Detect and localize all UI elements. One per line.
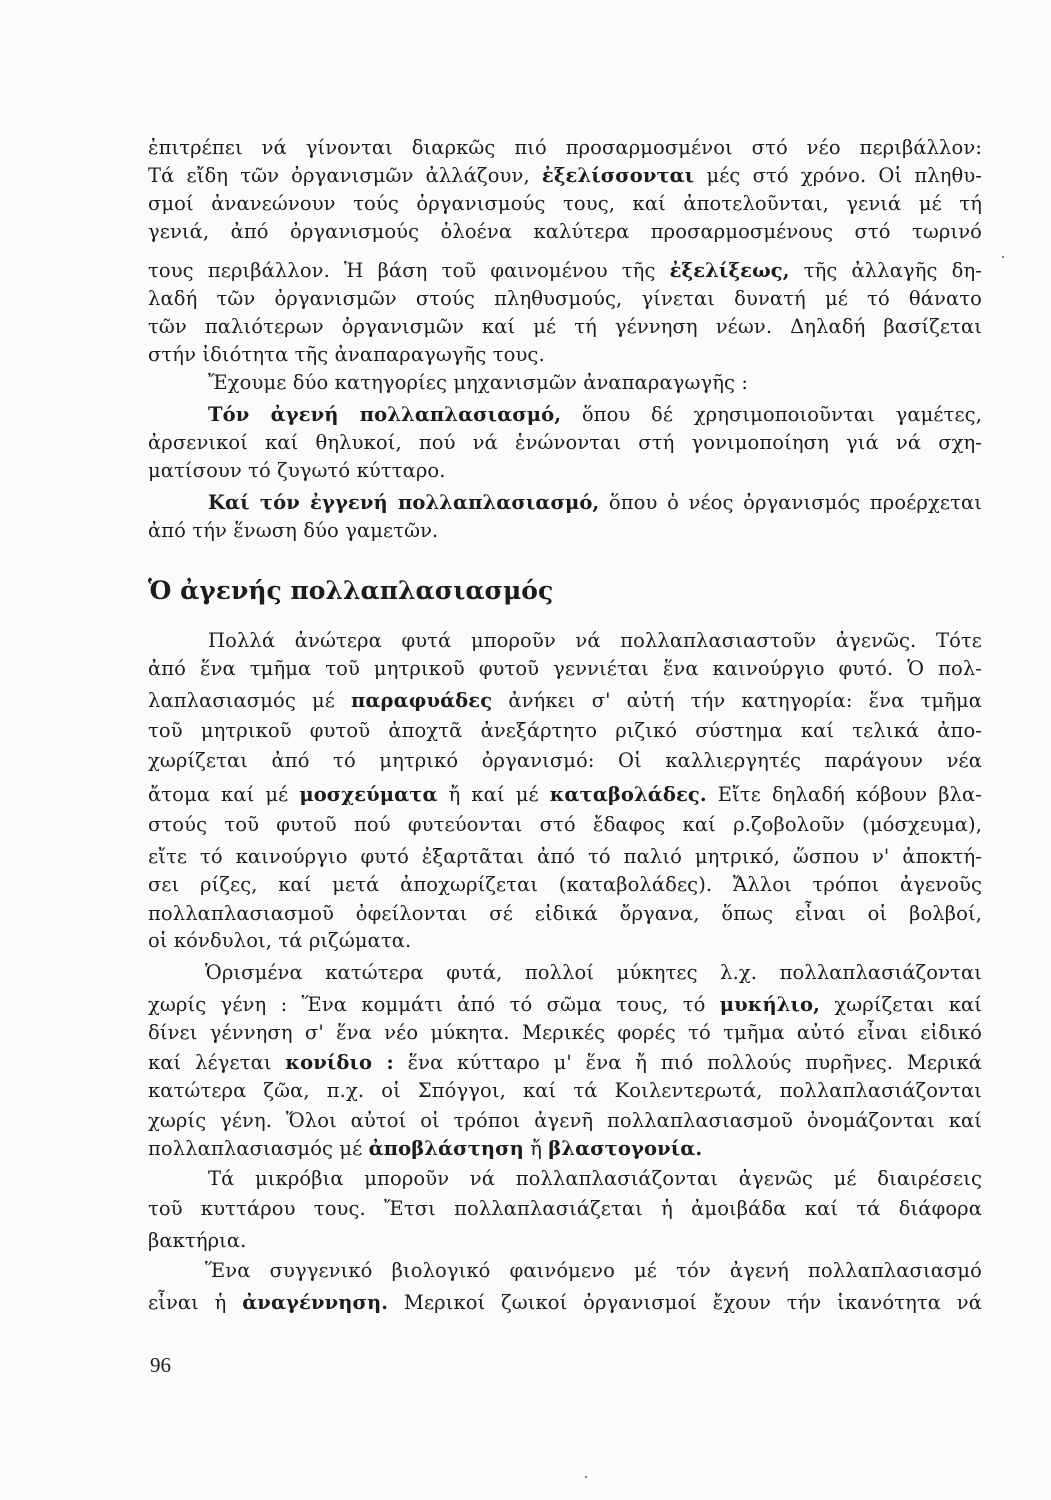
scan-speck xyxy=(1002,256,1004,258)
bold-term: Καί τόν ἐγγενή πολλαπλασιασμό, xyxy=(208,491,600,514)
bold-term: Τόν ἀγενή πολλαπλασιασμό, xyxy=(208,403,562,426)
text-line: δίνει γέννηση σ' ἕνα νέο μύκητα. Μερικές φορές τό τμῆμα αὐτό εἶναι εἰδικό xyxy=(148,1021,982,1044)
text-line: Ἕνα συγγενικό βιολογικό φαινόμενο μέ τόν ἀγενή πολλαπλασιασμό xyxy=(205,1259,982,1282)
bold-term: ἀποβλάστηση xyxy=(368,1137,524,1160)
text-line: εἶναι ἡ ἀναγέννηση. Μερικοί ζωικοί ὀργανισμοί ἔχουν τήν ἱκανότητα νά xyxy=(148,1291,983,1314)
text-line: τοῦ μητρικοῦ φυτοῦ ἀποχτᾶ ἀνεξάρτητο ριζικό σύστημα καί τελικά ἀπο- xyxy=(148,719,982,742)
bold-term: ἐξελίξεως, xyxy=(669,259,790,282)
bold-term: ἐξελίσσονται xyxy=(541,164,695,187)
text-line: Πολλά ἀνώτερα φυτά μποροῦν νά πολλαπλασιαστοῦν ἀγενῶς. Τότε xyxy=(208,629,982,652)
section-heading: Ὁ ἀγενής πολλαπλασιασμός xyxy=(148,576,554,605)
text-line: λαπλασιασμός μέ παραφυάδες ἀνήκει σ' αὐτή τήν κατηγορία: ἕνα τμῆμα xyxy=(148,689,982,712)
scan-speck xyxy=(585,1476,587,1478)
text-line: καί λέγεται κονίδιο : ἕνα κύτταρο μ' ἕνα ἤ πιό πολλούς πυρῆνες. Μερικά xyxy=(148,1051,982,1074)
text-line: Τά εἴδη τῶν ὀργανισμῶν ἀλλάζουν, ἐξελίσσονται μές στό χρόνο. Οἱ πληθυ- xyxy=(148,164,982,187)
text-line: χωρίς γένη. Ὅλοι αὐτοί οἱ τρόποι ἀγενῆ πολλαπλασιασμοῦ ὀνομάζονται καί xyxy=(148,1109,982,1132)
text-line: χωρίς γένη : Ἕνα κομμάτι ἀπό τό σῶμα τους, τό μυκήλιο, χωρίζεται καί xyxy=(148,993,982,1016)
text-line: ἐπιτρέπει νά γίνονται διαρκῶς πιό προσαρμοσμένοι στό νέο περιβάλλον: xyxy=(148,136,982,159)
text-line: Ἔχουμε δύο κατηγορίες μηχανισμῶν ἀναπαραγωγῆς : xyxy=(208,371,748,394)
text-line: γενιά, ἀπό ὀργανισμούς ὁλοένα καλύτερα προσαρμοσμένους στό τωρινό xyxy=(148,220,982,243)
text-line: βακτήρια. xyxy=(148,1229,247,1252)
text-line: τοῦ κυττάρου τους. Ἔτσι πολλαπλασιάζεται ἡ ἀμοιβάδα καί τά διάφορα xyxy=(148,1197,982,1220)
text-line: σμοί ἀνανεώνουν τούς ὀργανισμούς τους, καί ἀποτελοῦνται, γενιά μέ τή xyxy=(148,192,982,215)
text-line: ματίσουν τό ζυγωτό κύτταρο. xyxy=(148,459,446,482)
bold-term: μοσχεύματα xyxy=(299,783,438,806)
text-line: ἄτομα καί μέ μοσχεύματα ἤ καί μέ καταβολάδες. Εἴτε δηλαδή κόβουν βλα- xyxy=(148,783,982,806)
bold-term: ἀναγέννηση. xyxy=(242,1291,389,1314)
text-line: σει ρίζες, καί μετά ἀποχωρίζεται (καταβολάδες). Ἄλλοι τρόποι ἀγενοῦς xyxy=(148,873,982,896)
text-line: λαδή τῶν ὀργανισμῶν στούς πληθυσμούς, γίνεται δυνατή μέ τό θάνατο xyxy=(148,287,982,310)
text-line: πολλαπλασιασμοῦ ὀφείλονται σέ εἰδικά ὄργανα, ὅπως εἶναι οἱ βολβοί, xyxy=(148,902,982,925)
bold-term: κονίδιο : xyxy=(285,1051,394,1074)
bold-term: βλαστογονία. xyxy=(548,1137,703,1160)
text-line: Τόν ἀγενή πολλαπλασιασμό, ὅπου δέ χρησιμοποιοῦνται γαμέτες, xyxy=(208,403,982,426)
text-line: Καί τόν ἐγγενή πολλαπλασιασμό, ὅπου ὁ νέος ὀργανισμός προέρχεται xyxy=(208,491,983,514)
text-line: πολλαπλασιασμός μέ ἀποβλάστηση ἤ βλαστογονία. xyxy=(148,1137,703,1160)
text-line: ἀπό ἕνα τμῆμα τοῦ μητρικοῦ φυτοῦ γεννιέται ἕνα καινούργιο φυτό. Ὁ πολ- xyxy=(148,657,982,680)
text-line: ἀρσενικοί καί θηλυκοί, πού νά ἑνώνονται στή γονιμοποίηση γιά νά σχη- xyxy=(148,431,982,454)
page-number: 96 xyxy=(150,1353,171,1377)
bold-term: μυκήλιο, xyxy=(719,993,821,1016)
text-line: Τά μικρόβια μποροῦν νά πολλαπλασιάζονται ἀγενῶς μέ διαιρέσεις xyxy=(208,1167,982,1190)
text-line: χωρίζεται ἀπό τό μητρικό ὀργανισμό: Οἱ καλλιεργητές παράγουν νέα xyxy=(148,749,982,772)
text-line: εἴτε τό καινούργιο φυτό ἐξαρτᾶται ἀπό τό παλιό μητρικό, ὥσπου ν' ἀποκτή- xyxy=(148,845,982,868)
text-line: στούς τοῦ φυτοῦ πού φυτεύονται στό ἔδαφος καί ρ.ζοβολοῦν (μόσχευμα), xyxy=(148,813,982,836)
text-line: οἱ κόνδυλοι, τά ριζώματα. xyxy=(148,929,412,952)
text-line: ἀπό τήν ἕνωση δύο γαμετῶν. xyxy=(148,519,439,542)
bold-term: παραφυάδες xyxy=(351,689,493,712)
bold-term: καταβολάδες. xyxy=(549,783,707,806)
text-line: τους περιβάλλον. Ἡ βάση τοῦ φαινομένου τῆς ἐξελίξεως, τῆς ἀλλαγῆς δη- xyxy=(148,259,982,282)
text-line: κατώτερα ζῶα, π.χ. οἱ Σπόγγοι, καί τά Κοιλεντερωτά, πολλαπλασιάζονται xyxy=(148,1079,982,1102)
text-line: στήν ἰδιότητα τῆς ἀναπαραγωγῆς τους. xyxy=(148,343,545,366)
text-line: τῶν παλιότερων ὀργανισμῶν καί μέ τή γέννηση νέων. Δηλαδή βασίζεται xyxy=(148,315,982,338)
text-line: Ὁρισμένα κατώτερα φυτά, πολλοί μύκητες λ.χ. πολλαπλασιάζονται xyxy=(205,961,982,984)
